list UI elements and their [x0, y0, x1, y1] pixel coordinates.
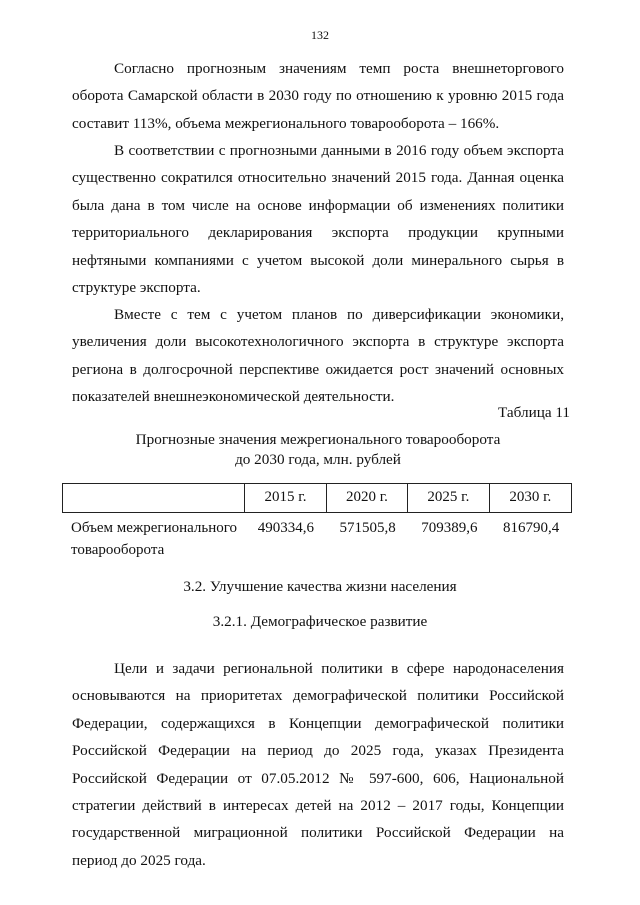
table-header-2030: 2030 г. — [509, 489, 552, 505]
table-title-line-2: до 2030 года, млн. рублей — [235, 451, 401, 468]
section-heading: 3.2. Улучшение качества жизни населения — [183, 578, 457, 595]
table-header-2020: 2020 г. — [327, 484, 408, 512]
table-header-2025: 2025 г. — [408, 484, 489, 512]
paragraph-demographic-policy: Цели и задачи региональной политики в сфере народонаселения основываются на приоритетах демографической политики Российской Федерации, содержащихся в Концепции демографической политики Российской Федерации на период до 2025 года, указах Президента Российской Федерации от 07.05.2012 № 597-600, 606, Национальной стратегии действий в интересах детей на 2012 – 2017 годы, Концепции государственной миграционной политики Российской Федерации на период до 2025 года. — [72, 660, 564, 869]
subsection-heading: 3.2.1. Демографическое развитие — [212, 613, 428, 630]
table-header-2015: 2015 г. — [245, 484, 326, 512]
page-number: 132 — [311, 28, 329, 42]
table-title — [72, 430, 564, 470]
table-cell-2015: 490334,6 — [257, 520, 314, 536]
table-row — [62, 513, 572, 561]
table-header-row — [62, 483, 572, 513]
table-cell-2020: 571505,8 — [339, 520, 396, 536]
table-row-label: Объем межрегионального товарооборота — [71, 520, 238, 558]
paragraph-diversification: Вместе с тем с учетом планов по диверсификации экономики, увеличения доли высокотехнологичного экспорта в структуре экспорта региона в долгосрочной перспективе ожидается рост значений основных показателей внешнеэкономической деятельности. — [72, 306, 564, 406]
table-title-line-1: Прогнозные значения межрегионального товарооборота — [135, 431, 501, 448]
table-cell-2030: 816790,4 — [503, 520, 560, 536]
table-label: Таблица 11 — [498, 404, 570, 421]
table-cell-2025: 709389,6 — [421, 520, 478, 536]
paragraph-export-2016: В соответствии с прогнозными данными в 2016 году объем экспорта существенно сократился относительно значений 2015 года. Данная оценка была дана в том числе на основе информации об изменениях политики территориального декларирования экспорта продукции крупными нефтяными компаниями с учетом высокой доли минерального сырья в структуре экспорта. — [72, 142, 564, 297]
table-header-empty-cell — [63, 484, 245, 512]
paragraph-foreign-trade-forecast: Согласно прогнозным значениям темп роста внешнеторгового оборота Самарской области в 2030 году по отношению к уровню 2015 года составит 113%, объема межрегионального товарооборота – 166%. — [72, 60, 564, 132]
forecast-table — [62, 483, 572, 561]
